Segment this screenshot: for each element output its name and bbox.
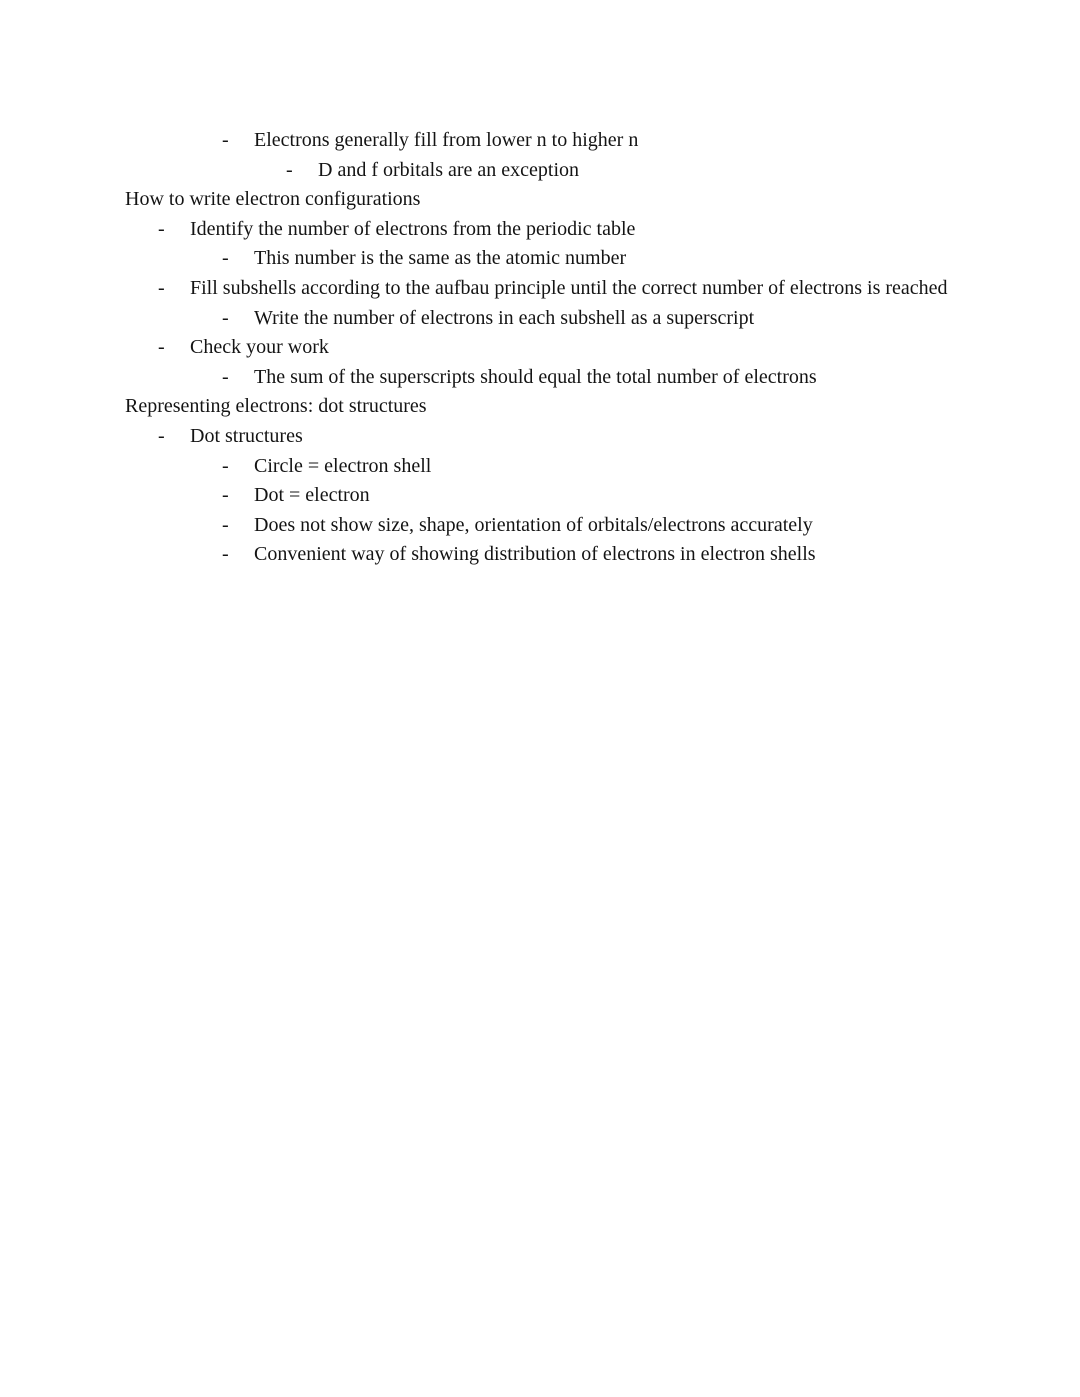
doc-line	[125, 185, 955, 215]
doc-line-text: Representing electrons: dot structures	[125, 395, 427, 418]
doc-line-text: Electrons generally fill from lower n to higher n	[254, 129, 639, 151]
dash-bullet: -	[222, 247, 229, 270]
doc-line-text: Dot structures	[190, 424, 303, 447]
doc-line	[158, 274, 955, 304]
doc-line	[222, 304, 955, 334]
dash-bullet: -	[222, 365, 229, 388]
doc-line-text: This number is the same as the atomic number	[254, 247, 627, 270]
doc-line	[286, 156, 955, 186]
doc-line-text: The sum of the superscripts should equal the total number of electrons	[254, 365, 817, 388]
document-content	[125, 126, 955, 570]
doc-line-text: Write the number of electrons in each subshell as a superscript	[254, 306, 755, 329]
doc-line	[222, 481, 955, 511]
doc-line	[222, 363, 955, 393]
dash-bullet: -	[158, 336, 165, 359]
dash-bullet: -	[286, 158, 293, 181]
dash-bullet: -	[158, 217, 165, 240]
dash-bullet: -	[222, 484, 229, 507]
doc-line	[158, 333, 955, 363]
dash-bullet: -	[222, 454, 229, 477]
doc-line-text: D and f orbitals are an exception	[318, 158, 580, 181]
doc-line	[222, 511, 955, 541]
doc-line	[222, 540, 955, 570]
doc-line-text: Check your work	[190, 336, 329, 359]
doc-line-text: Convenient way of showing distribution of electrons in electron shells	[254, 543, 816, 566]
doc-line	[222, 452, 955, 482]
dash-bullet: -	[222, 129, 229, 151]
doc-line-text: Circle = electron shell	[254, 454, 432, 477]
doc-line-text: Dot = electron	[254, 484, 370, 507]
doc-line-text: Does not show size, shape, orientation of orbitals/electrons accurately	[254, 513, 813, 536]
doc-line	[158, 215, 955, 245]
dash-bullet: -	[158, 276, 165, 299]
dash-bullet: -	[222, 306, 229, 329]
doc-line-text: Fill subshells according to the aufbau principle until the correct number of electrons is reached	[190, 276, 948, 299]
dash-bullet: -	[222, 513, 229, 536]
dash-bullet: -	[158, 424, 165, 447]
doc-line	[158, 422, 955, 452]
doc-line	[125, 392, 955, 422]
doc-line	[222, 244, 955, 274]
dash-bullet: -	[222, 543, 229, 566]
doc-line-text: How to write electron configurations	[125, 188, 421, 211]
doc-line-text: Identify the number of electrons from the periodic table	[190, 217, 636, 240]
doc-line	[222, 126, 955, 156]
